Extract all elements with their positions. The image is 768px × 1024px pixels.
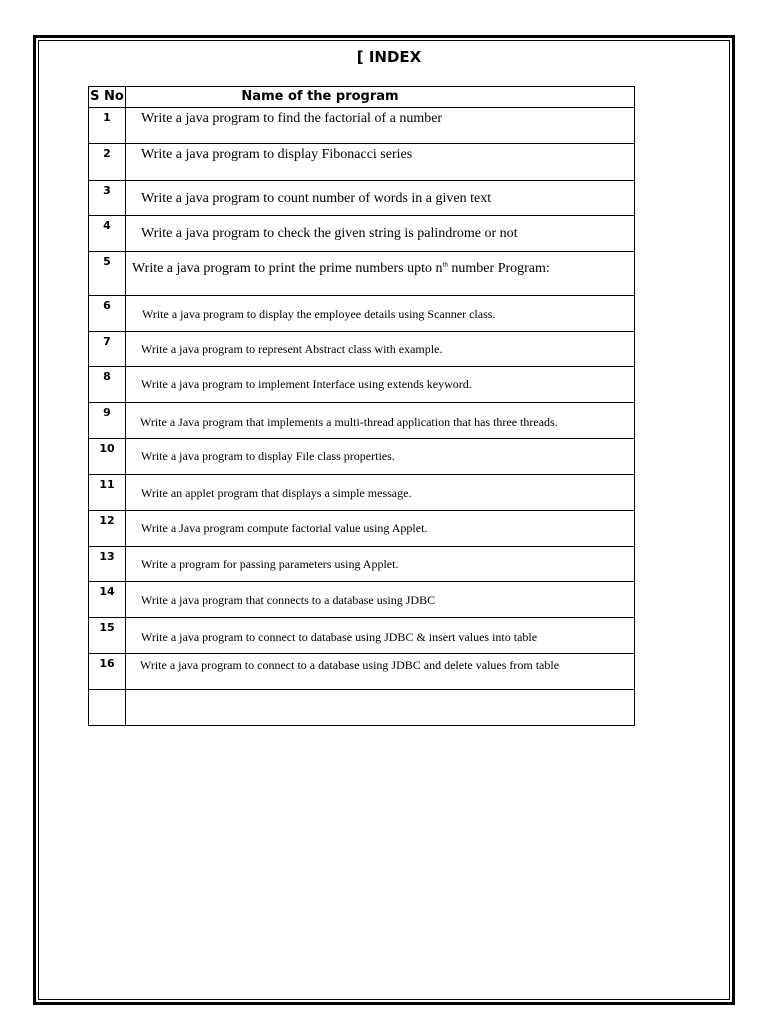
- row-program-name: [126, 403, 635, 439]
- index-table: [88, 86, 635, 726]
- row-program-name: [126, 654, 635, 690]
- table-row: [89, 332, 635, 367]
- header-program-name: Name of the program: [126, 87, 635, 108]
- row-program-name: [126, 439, 635, 475]
- row-program-name: [126, 216, 635, 252]
- row-sno: 12: [89, 511, 126, 547]
- row-program-name: [126, 252, 635, 296]
- table-row: [89, 108, 635, 144]
- row-program-name: [126, 475, 635, 511]
- program-name-text: Write a java program to implement Interface using extends keyword.: [141, 377, 472, 391]
- row-sno: 14: [89, 582, 126, 618]
- program-name-text: Write a Java program that implements a multi-thread application that has three threads.: [140, 415, 558, 429]
- page-title: [ INDEX: [356, 48, 422, 66]
- table-header-row: [89, 87, 635, 108]
- row-program-name: [126, 547, 635, 582]
- row-program-name: [126, 332, 635, 367]
- table-row: [89, 252, 635, 296]
- row-sno: 2: [89, 144, 126, 181]
- row-sno: 3: [89, 181, 126, 216]
- table-row: [89, 144, 635, 181]
- table-row: [89, 475, 635, 511]
- table-row-empty: [89, 690, 635, 726]
- table-row: [89, 403, 635, 439]
- program-name-text: [132, 261, 550, 277]
- program-name-text: Write a java program to represent Abstract class with example.: [141, 342, 443, 356]
- table-row: [89, 439, 635, 475]
- program-name-text: Write a java program to check the given string is palindrome or not: [141, 226, 518, 241]
- table-row: [89, 618, 635, 654]
- program-name-part: number Program:: [447, 261, 550, 276]
- row-sno: 8: [89, 367, 126, 403]
- row-program-name: [126, 690, 635, 726]
- row-sno: 4: [89, 216, 126, 252]
- table-row: [89, 654, 635, 690]
- row-sno: [89, 690, 126, 726]
- program-name-text: Write a java program to display Fibonacci series: [141, 147, 413, 162]
- program-name-text: Write a java program to find the factorial of a number: [141, 111, 443, 126]
- table-row: [89, 181, 635, 216]
- row-sno: 9: [89, 403, 126, 439]
- row-program-name: [126, 511, 635, 547]
- row-program-name: [126, 181, 635, 216]
- row-sno: 16: [89, 654, 126, 690]
- row-program-name: [126, 296, 635, 332]
- program-name-text: Write a Java program compute factorial value using Applet.: [141, 521, 428, 535]
- program-name-text: Write a java program to display File class properties.: [141, 449, 395, 463]
- program-name-text: Write a java program to connect to database using JDBC & insert values into table: [141, 630, 538, 644]
- program-name-part: Write a java program to print the prime numbers upto n: [132, 261, 443, 276]
- row-sno: 1: [89, 108, 126, 144]
- program-name-text: Write a program for passing parameters using Applet.: [141, 557, 399, 571]
- table-row: [89, 367, 635, 403]
- table-row: [89, 511, 635, 547]
- row-sno: 13: [89, 547, 126, 582]
- row-program-name: [126, 367, 635, 403]
- table-row: [89, 547, 635, 582]
- row-sno: 6: [89, 296, 126, 332]
- row-program-name: [126, 144, 635, 181]
- row-program-name: [126, 108, 635, 144]
- program-name-text: Write a java program to count number of words in a given text: [141, 191, 492, 206]
- row-sno: 15: [89, 618, 126, 654]
- program-name-text: Write a java program to display the employee details using Scanner class.: [142, 307, 496, 321]
- header-sno: S No: [89, 87, 126, 108]
- row-sno: 10: [89, 439, 126, 475]
- row-program-name: [126, 582, 635, 618]
- program-name-text: Write a java program that connects to a database using JDBC: [141, 593, 436, 607]
- superscript-th: th: [442, 260, 448, 269]
- row-program-name: [126, 618, 635, 654]
- table-row: [89, 582, 635, 618]
- table-row: [89, 296, 635, 332]
- program-name-text: Write a java program to connect to a database using JDBC and delete values from table: [140, 658, 560, 672]
- table-row: [89, 216, 635, 252]
- program-name-text: Write an applet program that displays a simple message.: [141, 486, 412, 500]
- row-sno: 7: [89, 332, 126, 367]
- row-sno: 5: [89, 252, 126, 296]
- row-sno: 11: [89, 475, 126, 511]
